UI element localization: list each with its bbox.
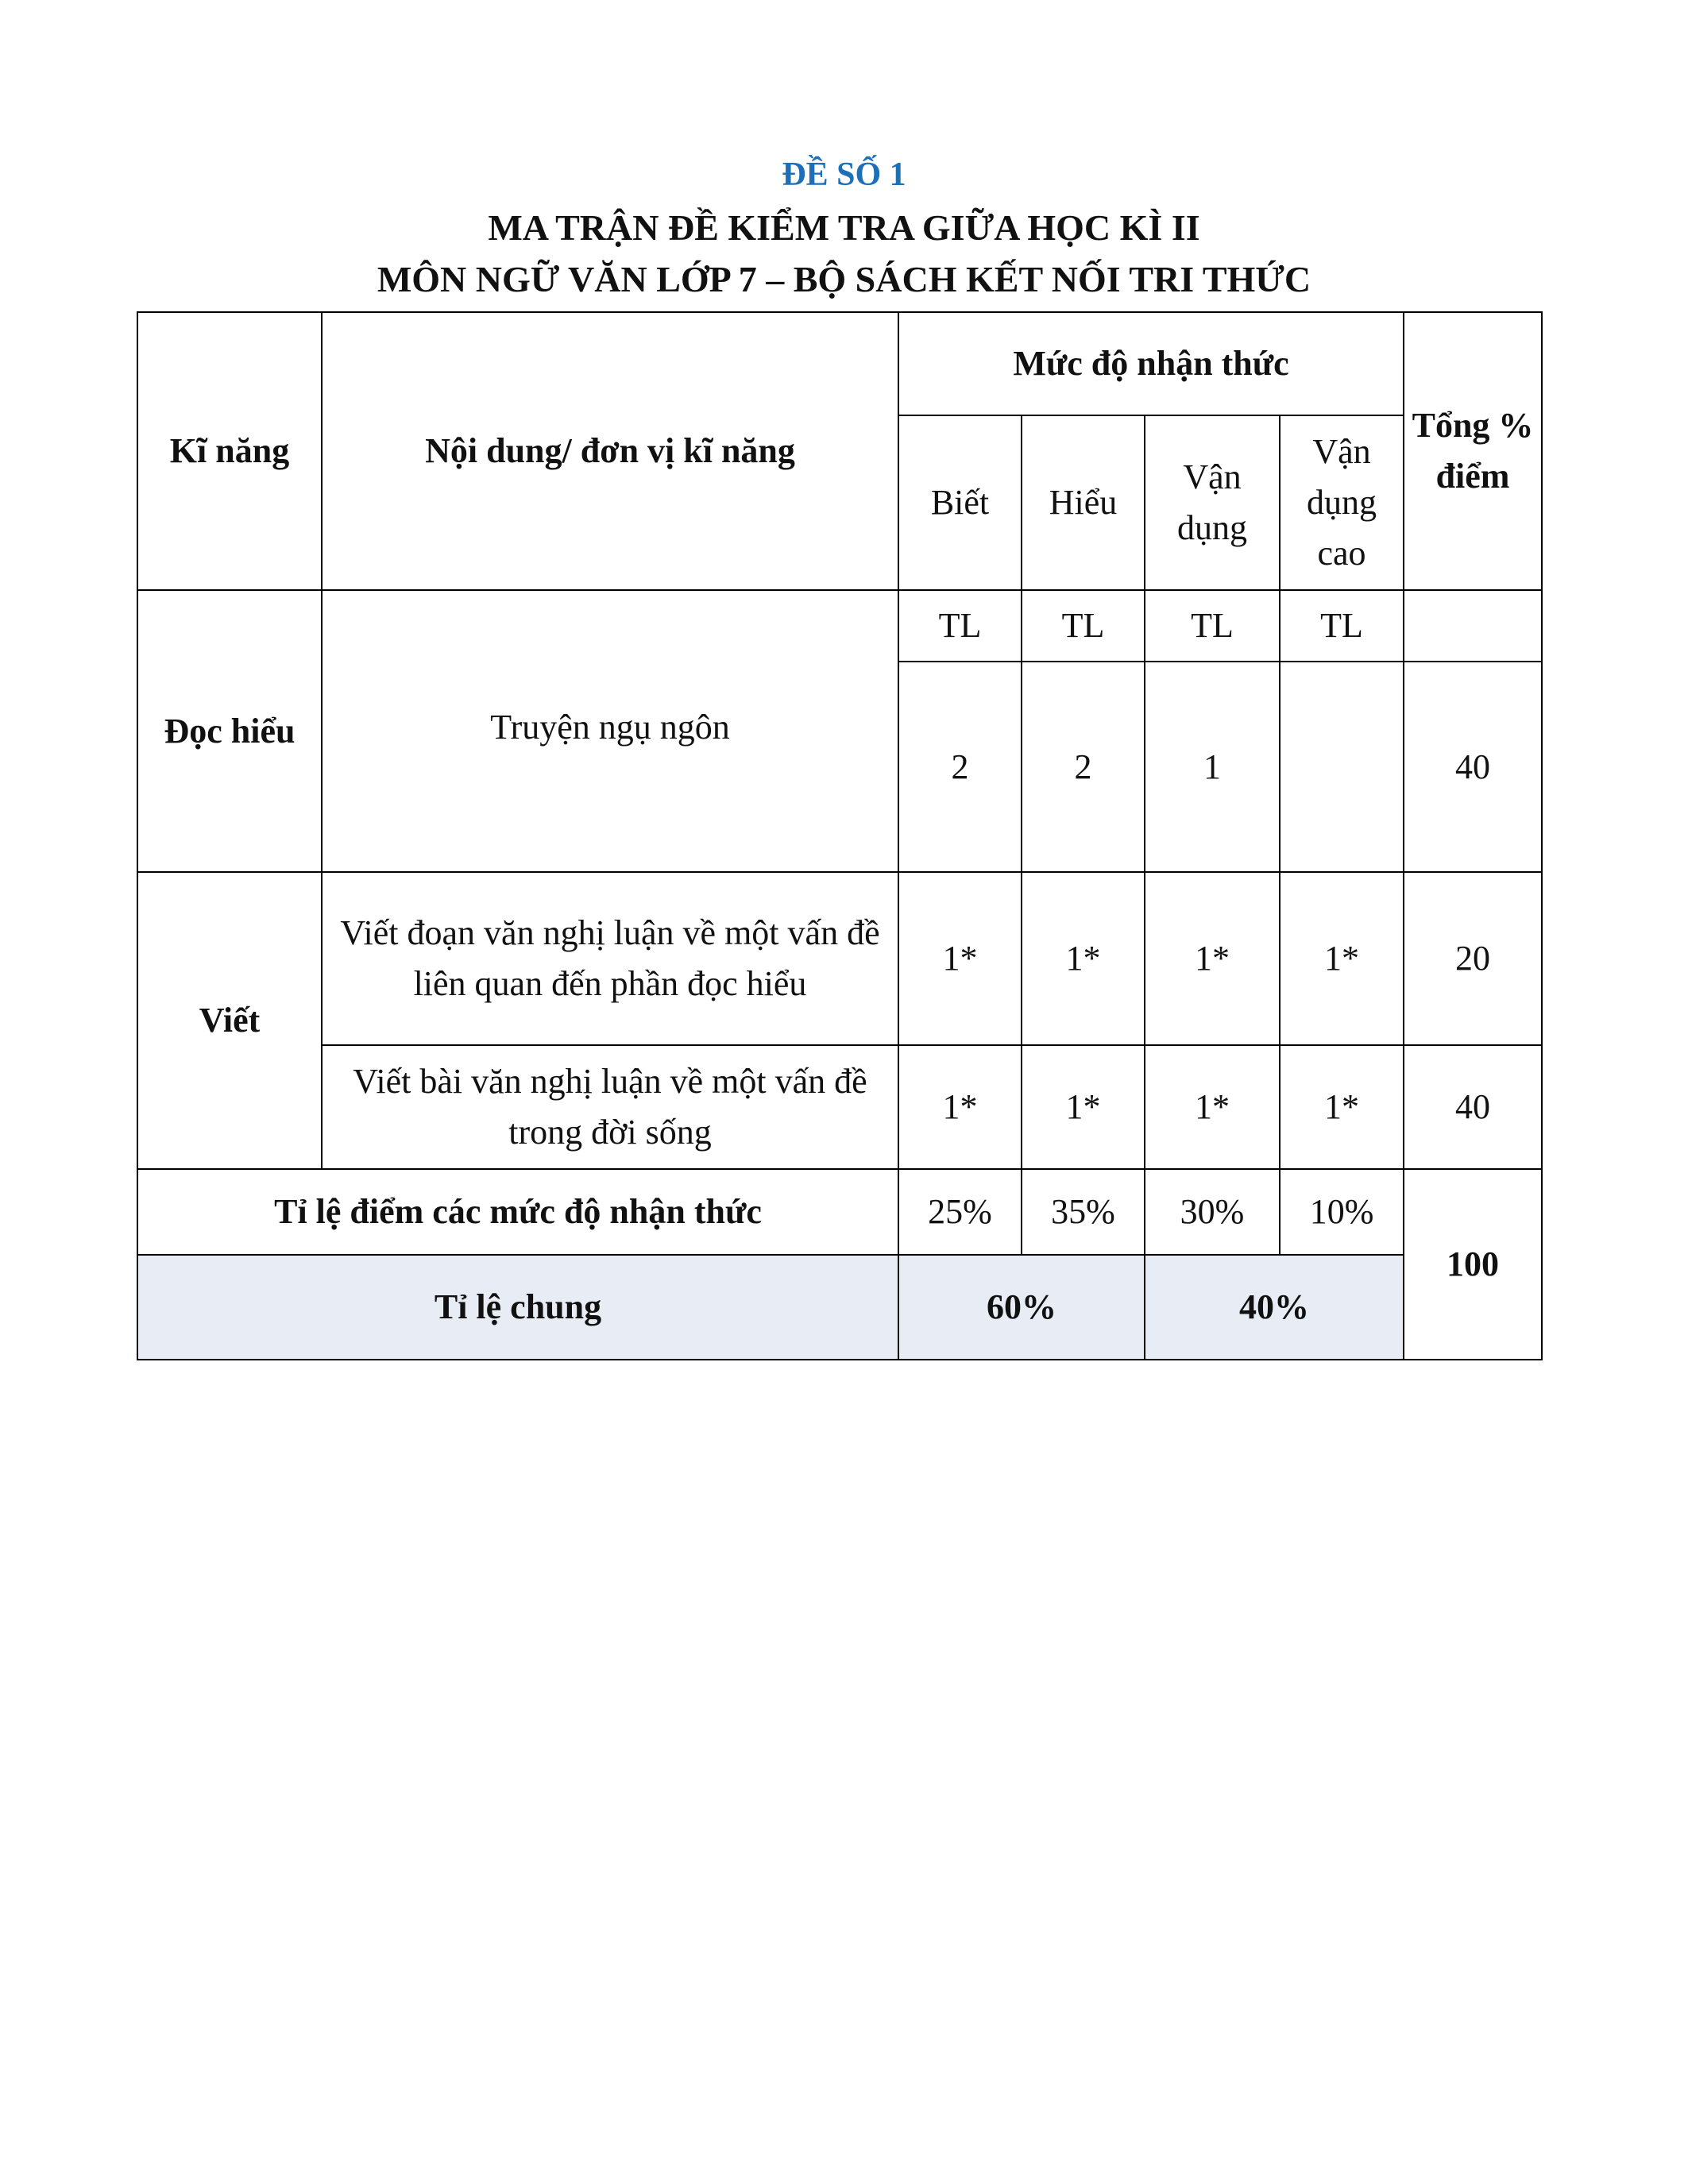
content-cell: Truyện ngụ ngôn	[322, 590, 898, 872]
value-cell: 1	[1145, 662, 1280, 872]
table-row	[137, 872, 1542, 1045]
ratio-value: 10%	[1280, 1169, 1404, 1255]
value-cell: 1*	[1280, 872, 1404, 1045]
level-van-dung-cao: Vận dụng cao	[1280, 415, 1404, 590]
level-van-dung: Vận dụng	[1145, 415, 1280, 590]
table-row	[137, 1045, 1542, 1169]
document-title: MA TRẬN ĐỀ KIỂM TRA GIỮA HỌC KÌ II	[488, 207, 1200, 248]
ratio-value: 25%	[898, 1169, 1022, 1255]
format-label: TL	[1145, 590, 1280, 662]
value-cell: 1*	[898, 872, 1022, 1045]
document-subtitle: MÔN NGỮ VĂN LỚP 7 – BỘ SÁCH KẾT NỐI TRI THỨC	[377, 259, 1311, 299]
skill-doc-hieu: Đọc hiểu	[137, 590, 322, 872]
level-hieu: Hiểu	[1022, 415, 1145, 590]
content-cell: Viết đoạn văn nghị luận về một vấn đề liên quan đến phần đọc hiểu	[322, 872, 898, 1045]
empty-cell	[1404, 590, 1542, 662]
level-biet: Biết	[898, 415, 1022, 590]
format-label: TL	[898, 590, 1022, 662]
header-skill: Kĩ năng	[137, 312, 322, 590]
row-total: 20	[1404, 872, 1542, 1045]
general-row	[137, 1255, 1542, 1360]
format-label: TL	[1022, 590, 1145, 662]
table-row	[137, 590, 1542, 662]
value-cell: 1*	[1022, 1045, 1145, 1169]
header-total: Tổng % điểm	[1404, 312, 1542, 590]
header-level-group: Mức độ nhận thức	[898, 312, 1404, 415]
row-total: 40	[1404, 662, 1542, 872]
value-cell: 1*	[1022, 872, 1145, 1045]
header-row	[137, 312, 1542, 415]
value-cell: 1*	[1280, 1045, 1404, 1169]
grand-total: 100	[1404, 1169, 1542, 1360]
exam-number: ĐỀ SỐ 1	[782, 156, 906, 193]
value-cell: 2	[1022, 662, 1145, 872]
value-cell: 1*	[1145, 872, 1280, 1045]
value-cell	[1280, 662, 1404, 872]
assessment-matrix-table	[137, 311, 1543, 1360]
general-value: 60%	[898, 1255, 1145, 1360]
format-label: TL	[1280, 590, 1404, 662]
ratio-value: 30%	[1145, 1169, 1280, 1255]
value-cell: 1*	[1145, 1045, 1280, 1169]
value-cell: 1*	[898, 1045, 1022, 1169]
value-cell: 2	[898, 662, 1022, 872]
content-cell: Viết bài văn nghị luận về một vấn đề trong đời sống	[322, 1045, 898, 1169]
general-value: 40%	[1145, 1255, 1404, 1360]
general-label: Tỉ lệ chung	[137, 1255, 898, 1360]
row-total: 40	[1404, 1045, 1542, 1169]
ratio-row	[137, 1169, 1542, 1255]
ratio-value: 35%	[1022, 1169, 1145, 1255]
ratio-label: Tỉ lệ điểm các mức độ nhận thức	[137, 1169, 898, 1255]
skill-viet: Viết	[137, 872, 322, 1169]
header-content: Nội dung/ đơn vị kĩ năng	[322, 312, 898, 590]
